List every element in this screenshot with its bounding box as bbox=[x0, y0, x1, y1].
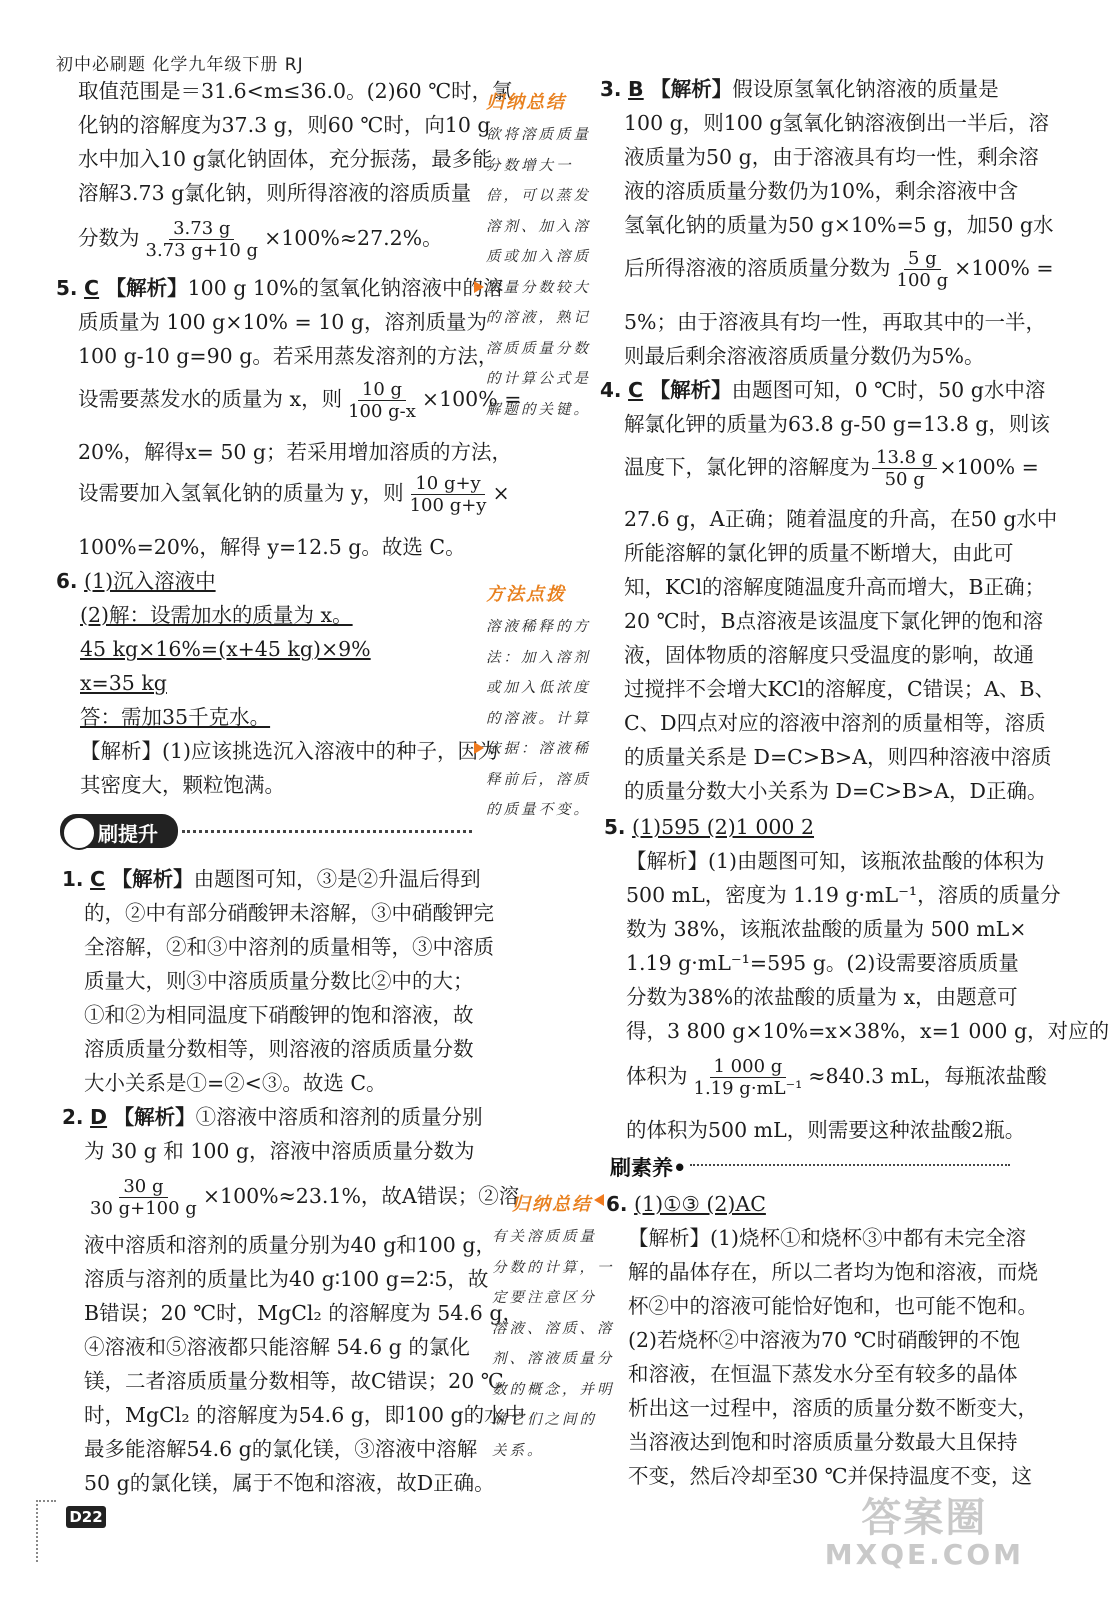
side-note-line: 分数的计算，一 bbox=[492, 1259, 615, 1276]
text-line: 质质量为 100 g×10% = 10 g，溶剂质量为 bbox=[78, 310, 487, 334]
text-line: 全溶解，②和③中溶剂的质量相等，③中溶质 bbox=[84, 935, 494, 959]
side-note-line: 定要注意区分 bbox=[492, 1290, 597, 1306]
side-note-line: 有关溶质质量 bbox=[492, 1229, 597, 1245]
text-line: 的，②中有部分硝酸钾未溶解，③中硝酸钾完 bbox=[84, 901, 494, 925]
answer-letter: C bbox=[84, 276, 100, 300]
text-line: 5%；由于溶液具有均一性，再取其中的一半， bbox=[624, 310, 1047, 334]
arrow-icon bbox=[474, 742, 484, 754]
text-line: 知，KCl的溶解度随温度升高而增大，B正确； bbox=[624, 575, 1046, 599]
section-title: 刷素养• bbox=[610, 1156, 687, 1180]
text-line: 不变，然后冷却至30 ℃并保持温度不变，这 bbox=[628, 1464, 1033, 1488]
text-line: 析出这一过程中，溶质的质量分数不断变大， bbox=[628, 1396, 1038, 1420]
text-line: 取值范围是＝31.6<m≤36.0。(2)60 ℃时，氯 bbox=[78, 79, 513, 103]
side-note-title: 归纳总结 bbox=[486, 92, 566, 113]
side-note-line: 法：加入溶剂 bbox=[486, 649, 591, 666]
question-5-line: 5. C 【解析】100 g 10%的氢氧化钠溶液中的溶 bbox=[56, 276, 504, 300]
side-note-line: 质或加入溶质 bbox=[486, 249, 591, 265]
answer-letter: B bbox=[628, 77, 644, 101]
text-line: 50 g的氯化镁，属于不饱和溶液，故D正确。 bbox=[84, 1471, 495, 1495]
text-line: 溶质与溶剂的质量比为40 g∶100 g=2∶5，故 bbox=[84, 1267, 489, 1291]
text-line: 100%=20%，解得 y=12.5 g。故选 C。 bbox=[78, 535, 466, 559]
side-note-line: 释前后，溶质 bbox=[486, 771, 591, 788]
question-6-line: 6. (1)①③ (2)AC bbox=[606, 1192, 766, 1216]
formula-line: 分数为 $\frac{3.73 g}{3.73 g+10 g}$ ×100%≈27.2%。 bbox=[78, 218, 443, 261]
formula-line: 设需要蒸发水的质量为 x，则 $\frac{10 g}{100 g-x}$ ×100% = bbox=[78, 379, 522, 422]
side-note-line: 或加入低浓度 bbox=[486, 680, 591, 696]
text-line: 则最后剩余溶液溶质质量分数仍为5%。 bbox=[624, 344, 985, 368]
text-line: 27.6 g，A正确；随着温度的升高，在50 g水中 bbox=[624, 507, 1058, 531]
corner-mark bbox=[36, 1500, 56, 1562]
arrow-icon bbox=[474, 281, 484, 293]
text-line: 45 kg×16%=(x+45 kg)×9% bbox=[80, 637, 371, 661]
text-line: 质量大，则③中溶质质量分数比②中的大； bbox=[84, 969, 474, 993]
divider bbox=[182, 830, 472, 833]
fraction: $\frac{10 g+y}{100 g+y}$ bbox=[409, 473, 487, 516]
side-note-line: 溶液稀释的方 bbox=[486, 619, 591, 635]
text-line: 答：需加35千克水。 bbox=[80, 705, 271, 729]
side-note-title: 方法点拨 bbox=[486, 584, 566, 605]
text-line: 大小关系是①=②<③。故选 C。 bbox=[84, 1071, 387, 1095]
text-line: 所能溶解的氯化钾的质量不断增大，由此可 bbox=[624, 541, 1014, 565]
question-1-line: 1. C 【解析】由题图可知，③是②升温后得到 bbox=[62, 867, 481, 891]
side-note-line: 倍，可以蒸发 bbox=[486, 188, 591, 204]
side-note-line: 确它们之间的 bbox=[492, 1412, 597, 1428]
text-line: 镁，二者溶质质量分数相等，故C错误；20 ℃ bbox=[84, 1369, 504, 1393]
side-note-line: 溶质质量分数 bbox=[486, 340, 591, 357]
page-header: 初中必刷题 化学九年级下册 RJ bbox=[56, 55, 304, 75]
text-line: 液，固体物质的溶解度只受温度的影响，故通 bbox=[624, 643, 1034, 667]
question-5-line: 5. (1)595 (2)1 000 2 bbox=[604, 815, 815, 839]
text-line: 解的晶体存在，所以二者均为饱和溶液，而烧 bbox=[628, 1260, 1038, 1284]
text-line: ④溶液和⑤溶液都只能溶解 54.6 g 的氯化 bbox=[84, 1335, 470, 1359]
side-note-line: 溶液、溶质、溶 bbox=[492, 1320, 615, 1337]
side-note-line: 质量分数较大 bbox=[486, 279, 591, 296]
text-line: 数为 38%，该瓶浓盐酸的质量为 500 mL× bbox=[626, 917, 1027, 941]
side-note-line: 数的概念，并明 bbox=[492, 1381, 615, 1398]
fraction: $\frac{13.8 g}{50 g}$ bbox=[872, 447, 937, 490]
side-note-line: 分数增大一 bbox=[486, 157, 574, 174]
text-line: B错误；20 ℃时，MgCl₂ 的溶解度为 54.6 g， bbox=[84, 1301, 523, 1325]
side-note-line: 欲将溶质质量 bbox=[486, 127, 591, 143]
formula-line: 温度下，氯化钾的溶解度为 $\frac{13.8 g}{50 g}$ ×100% = bbox=[624, 447, 1039, 490]
text-line: 的体积为500 mL，则需要这种浓盐酸2瓶。 bbox=[626, 1118, 1026, 1142]
page-number: D22 bbox=[66, 1506, 106, 1528]
text-line: 得，3 800 g×10%=x×38%，x=1 000 g，对应的 bbox=[626, 1019, 1109, 1043]
text-line: 水中加入10 g氯化钠固体，充分振荡，最多能 bbox=[78, 147, 493, 171]
text-line: ①和②为相同温度下硝酸钾的饱和溶液，故 bbox=[84, 1003, 474, 1027]
text-line: C、D四点对应的溶液中溶剂的质量相等，溶质 bbox=[624, 711, 1046, 735]
formula-line: 设需要加入氢氧化钠的质量为 y，则 $\frac{10 g+y}{100 g+y}$ × bbox=[78, 473, 510, 516]
text-line: 分数为38%的浓盐酸的质量为 x，由题意可 bbox=[626, 985, 1018, 1009]
fraction: $\frac{1 000 g}{\text{1.19 g·mL⁻¹}}$ bbox=[693, 1056, 803, 1099]
text-line: 液的溶质质量分数仍为10%，剩余溶液中含 bbox=[624, 179, 1019, 203]
fraction: $\frac{5 g}{100 g}$ bbox=[896, 248, 949, 291]
side-note-line: 关系。 bbox=[492, 1442, 545, 1459]
text-line: 【解析】(1)烧杯①和烧杯③中都有未完全溶 bbox=[628, 1226, 1027, 1250]
text-line: 20%，解得x= 50 g；若采用增加溶质的方法， bbox=[78, 440, 513, 464]
section-title: 刷提升 bbox=[98, 822, 158, 846]
text-line: 20 ℃时，B点溶液是该温度下氯化钾的饱和溶 bbox=[624, 609, 1044, 633]
answer-letter: C bbox=[90, 867, 106, 891]
text-line: 液中溶质和溶剂的质量分别为40 g和100 g， bbox=[84, 1233, 496, 1257]
text-line: 液质量为50 g，由于溶液具有均一性，剩余溶 bbox=[624, 145, 1039, 169]
side-note-line: 依据：溶液稀 bbox=[486, 741, 591, 757]
text-line: 500 mL，密度为 1.19 g·mL⁻¹，溶质的质量分 bbox=[626, 883, 1061, 907]
answer-letter: C bbox=[628, 378, 644, 402]
question-2-line: 2. D 【解析】①溶液中溶质和溶剂的质量分别 bbox=[62, 1105, 483, 1129]
fraction: $\frac{10 g}{100 g-x}$ bbox=[348, 379, 416, 422]
fraction: $\frac{3.73 g}{3.73 g+10 g}$ bbox=[145, 218, 259, 261]
side-note-line: 的溶液，熟记 bbox=[486, 310, 591, 326]
side-note-line: 的溶液。计算 bbox=[486, 710, 591, 727]
pencil-icon bbox=[62, 816, 96, 850]
side-note-title: 归纳总结 bbox=[512, 1194, 592, 1215]
divider bbox=[690, 1164, 1010, 1166]
text-line: 1.19 g·mL⁻¹=595 g。(2)设需要溶质质量 bbox=[626, 951, 1019, 975]
question-4-line: 4. C 【解析】由题图可知，0 ℃时，50 g水中溶 bbox=[600, 378, 1046, 402]
text-line: (2)若烧杯②中溶液为70 ℃时硝酸钾的不饱 bbox=[628, 1328, 1021, 1352]
text-line: 时，MgCl₂ 的溶解度为54.6 g，即100 g的水中 bbox=[84, 1403, 526, 1427]
text-line: 化钠的溶解度为37.3 g，则60 ℃时，向10 g bbox=[78, 113, 491, 137]
text-line: x=35 kg bbox=[80, 671, 167, 695]
arrow-icon bbox=[594, 1194, 604, 1206]
text-line: 【解析】(1)应该挑选沉入溶液中的种子，因为 bbox=[80, 739, 499, 763]
text-line: 溶解3.73 g氯化钠，则所得溶液的溶质质量 bbox=[78, 181, 472, 205]
text-line: 的质量关系是 D=C>B>A，则四种溶液中溶质 bbox=[624, 745, 1052, 769]
text-line: 溶质质量分数相等，则溶液的溶质质量分数 bbox=[84, 1037, 474, 1061]
side-note-line: 解题的关键。 bbox=[486, 401, 591, 418]
question-3-line: 3. B 【解析】假设原氢氧化钠溶液的质量是 bbox=[600, 77, 999, 101]
side-note-line: 溶剂、加入溶 bbox=[486, 218, 591, 235]
text-line: 100 g，则100 g氢氧化钠溶液倒出一半后，溶 bbox=[624, 111, 1050, 135]
text-line: 和溶液，在恒温下蒸发水分至有较多的晶体 bbox=[628, 1362, 1018, 1386]
text-line: 当溶液达到饱和时溶质质量分数最大且保持 bbox=[628, 1430, 1018, 1454]
text-line: 100 g-10 g=90 g。若采用蒸发溶剂的方法， bbox=[78, 344, 499, 368]
text-line: 其密度大，颗粒饱满。 bbox=[80, 773, 285, 797]
question-6-line: 6. (1)沉入溶液中 bbox=[56, 569, 216, 593]
formula-line: $\frac{30 g}{30 g+100 g}$ ×100%≈23.1%，故A错误；②溶 bbox=[84, 1176, 519, 1219]
formula-line: 体积为 $\frac{1 000 g}{\text{1.19 g·mL⁻¹}}$ ≈840.3 mL，每瓶浓盐酸 bbox=[626, 1056, 1047, 1099]
text-line: 解氯化钾的质量为63.8 g-50 g=13.8 g，则该 bbox=[624, 412, 1050, 436]
text-line: 杯②中的溶液可能恰好饱和，也可能不饱和。 bbox=[628, 1294, 1038, 1318]
text-line: 【解析】(1)由题图可知，该瓶浓盐酸的体积为 bbox=[626, 849, 1045, 873]
fraction: $\frac{30 g}{30 g+100 g}$ bbox=[90, 1176, 197, 1219]
side-note-line: 的计算公式是 bbox=[486, 371, 591, 387]
text-line: (2)解：设需加水的质量为 x。 bbox=[80, 603, 353, 627]
text-line: 氢氧化钠的质量为50 g×10%=5 g，加50 g水 bbox=[624, 213, 1054, 237]
formula-line: 后所得溶液的溶质质量分数为 $\frac{5 g}{100 g}$ ×100% = bbox=[624, 248, 1054, 291]
answer-letter: D bbox=[90, 1105, 108, 1129]
text-line: 过搅拌不会增大KCl的溶解度，C错误；A、B、 bbox=[624, 677, 1056, 701]
side-note-line: 的质量不变。 bbox=[486, 802, 591, 818]
watermark-logo: 答案圈 MXQE.COM bbox=[824, 1495, 1024, 1571]
text-line: 为 30 g 和 100 g，溶液中溶质质量分数为 bbox=[84, 1139, 475, 1163]
side-note-line: 剂、溶液质量分 bbox=[492, 1351, 615, 1367]
text-line: 最多能溶解54.6 g的氯化镁，③溶液中溶解 bbox=[84, 1437, 478, 1461]
text-line: 的质量分数大小关系为 D=C>B>A，D正确。 bbox=[624, 779, 1048, 803]
